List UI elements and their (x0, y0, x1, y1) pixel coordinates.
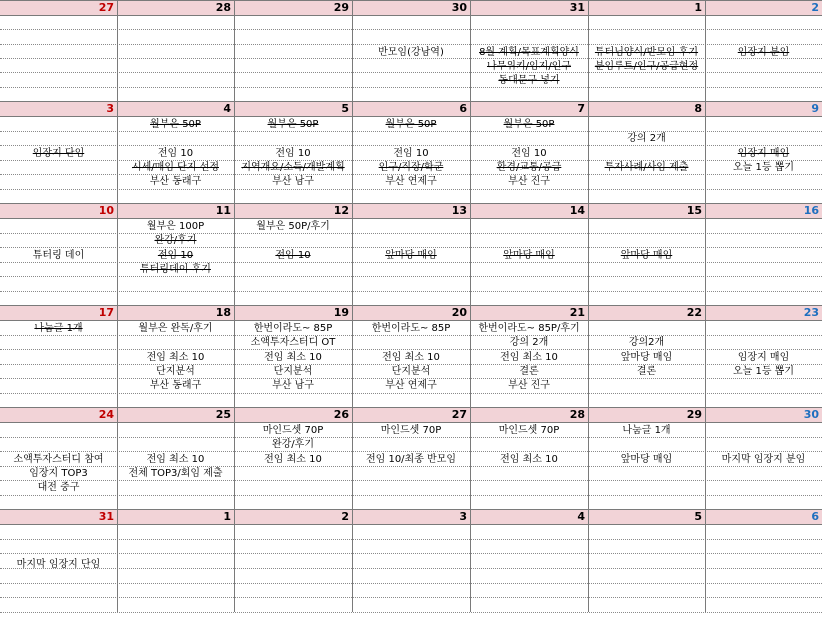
event-cell[interactable] (588, 466, 705, 481)
event-cell[interactable] (0, 364, 117, 379)
event-cell[interactable] (588, 574, 705, 589)
grid-row-line (0, 247, 822, 248)
event-cell[interactable]: 부산 남구 (272, 176, 314, 188)
event-cell[interactable] (705, 174, 822, 189)
grid-row-line (0, 15, 822, 16)
grid-row-line (0, 116, 822, 117)
day-number[interactable]: 6 (811, 510, 819, 523)
day-number[interactable]: 23 (803, 306, 819, 319)
grid-row-line (0, 320, 822, 321)
event-cell[interactable] (705, 189, 822, 204)
event-cell[interactable] (705, 495, 822, 510)
event-cell[interactable] (117, 495, 234, 510)
week-top-border (0, 305, 822, 306)
grid-row-line (0, 422, 822, 423)
event-cell[interactable]: 부산 동래구 (149, 176, 202, 188)
event-cell[interactable]: 한번이라도~ 85P (253, 323, 333, 334)
grid-row-line (0, 291, 822, 292)
event-cell[interactable] (588, 393, 705, 408)
event-cell[interactable]: 한번이라도~ 85P/후기 (478, 323, 580, 334)
event-cell[interactable]: 투자사례/사임 제출 (604, 162, 689, 173)
event-cell[interactable]: 오늘 1등 뽑기 (732, 366, 795, 377)
event-cell[interactable]: 전임 최소 10 (146, 453, 205, 465)
event-cell[interactable] (0, 606, 117, 621)
day-number[interactable]: 3 (459, 510, 467, 523)
grid-row-line (0, 597, 822, 598)
event-cell[interactable] (588, 606, 705, 621)
event-cell[interactable]: 앞마당 매임 (620, 249, 673, 261)
day-number[interactable]: 25 (215, 408, 231, 421)
event-cell[interactable]: 앞마당 매임 (620, 453, 673, 465)
event-cell[interactable]: 전임 10/최종 반모임 (365, 453, 457, 465)
day-number[interactable]: 7 (577, 102, 585, 115)
event-cell[interactable]: 부산 진구 (508, 176, 550, 188)
event-cell[interactable] (234, 466, 352, 481)
event-cell[interactable]: 강의 2개 (627, 133, 666, 145)
event-cell[interactable] (705, 393, 822, 408)
day-number[interactable]: 21 (569, 306, 585, 319)
event-cell[interactable] (470, 276, 588, 291)
day-number[interactable]: 5 (694, 510, 702, 523)
event-cell[interactable]: 전임 최소 10 (264, 351, 322, 363)
event-cell[interactable] (352, 606, 470, 621)
day-number[interactable]: 1 (694, 1, 702, 14)
event-cell[interactable]: 임장지 TOP3 (29, 468, 88, 479)
event-cell[interactable]: 강의2개 (628, 337, 665, 349)
event-cell[interactable]: 월부은 50P (267, 119, 319, 130)
event-cell[interactable]: 부산 연제구 (385, 176, 437, 188)
event-cell[interactable] (588, 291, 705, 306)
week-top-border (0, 203, 822, 204)
event-cell[interactable] (588, 262, 705, 277)
day-number[interactable]: 28 (569, 408, 585, 421)
event-cell[interactable]: 임장지 단임 (32, 147, 85, 159)
event-cell[interactable] (117, 393, 234, 408)
event-cell[interactable] (470, 574, 588, 589)
event-cell[interactable]: 월부은 완독/후기 (138, 323, 213, 334)
event-cell[interactable]: 완강/후기 (154, 235, 197, 247)
day-number[interactable]: 14 (569, 204, 585, 217)
day-number[interactable]: 12 (333, 204, 349, 217)
event-cell[interactable] (470, 262, 588, 277)
grid-row-line (0, 451, 822, 452)
event-cell[interactable] (234, 480, 352, 495)
event-cell[interactable] (352, 276, 470, 291)
week-top-border (0, 407, 822, 408)
event-cell[interactable]: 임장지 분임 (737, 46, 790, 58)
grid-row-line (0, 335, 822, 336)
event-cell[interactable]: 환경/교통/공급 (496, 162, 562, 173)
event-cell[interactable] (0, 378, 117, 393)
event-cell[interactable] (588, 189, 705, 204)
event-cell[interactable] (0, 574, 117, 589)
event-cell[interactable]: 전임 10 (275, 147, 311, 159)
event-cell[interactable] (705, 262, 822, 277)
day-number[interactable]: 3 (106, 102, 114, 115)
event-cell[interactable] (234, 495, 352, 510)
event-cell[interactable] (470, 291, 588, 306)
event-cell[interactable] (234, 574, 352, 589)
event-cell[interactable]: 전임 최소 10 (382, 351, 440, 363)
event-cell[interactable] (470, 466, 588, 481)
event-cell[interactable] (588, 174, 705, 189)
event-cell[interactable]: 튜터님양식/반모임 후기 (594, 46, 699, 58)
grid-row-line (0, 480, 822, 481)
event-cell[interactable]: 나무위키/임지/인구 (486, 61, 572, 72)
day-number[interactable]: 29 (333, 1, 349, 14)
event-cell[interactable] (705, 248, 822, 263)
grid-row-line (0, 276, 822, 277)
event-cell[interactable] (117, 557, 234, 572)
event-cell[interactable]: 단지분석 (156, 366, 195, 377)
event-cell[interactable]: 마지막 임장지 단임 (16, 559, 101, 571)
event-cell[interactable]: 단지분석 (273, 366, 313, 377)
grid-row-line (0, 72, 822, 73)
grid-row-line (0, 174, 822, 175)
event-cell[interactable]: 소액투자스터디 참여 (13, 453, 104, 465)
event-cell[interactable] (470, 557, 588, 572)
day-number[interactable]: 30 (803, 408, 819, 421)
event-cell[interactable]: 소액투자스터디 OT (250, 337, 336, 349)
event-cell[interactable] (705, 557, 822, 572)
event-cell[interactable] (352, 557, 470, 572)
grid-row-line (0, 218, 822, 219)
event-cell[interactable]: 결론 (636, 366, 657, 377)
day-number[interactable]: 16 (803, 204, 819, 217)
grid-row-line (0, 583, 822, 584)
grid-row-line (0, 553, 822, 554)
day-number[interactable]: 2 (811, 1, 819, 14)
event-cell[interactable] (705, 480, 822, 495)
event-cell[interactable] (117, 291, 234, 306)
event-cell[interactable] (0, 174, 117, 189)
event-cell[interactable]: 앞마당 매임 (620, 351, 673, 363)
grid-row-line (0, 131, 822, 132)
day-number[interactable]: 19 (333, 306, 349, 319)
event-cell[interactable]: 튜터링데이 후기 (140, 264, 211, 275)
day-number[interactable]: 24 (98, 408, 114, 421)
grid-column-line (234, 0, 235, 612)
event-cell[interactable] (705, 574, 822, 589)
event-cell[interactable]: 임장지 매임 (737, 351, 790, 363)
grid-row-line (0, 349, 822, 350)
day-number[interactable]: 6 (459, 102, 467, 115)
event-cell[interactable] (352, 393, 470, 408)
event-cell[interactable] (352, 495, 470, 510)
event-cell[interactable]: 전임 10 (157, 249, 194, 261)
event-cell[interactable] (0, 160, 117, 175)
event-cell[interactable] (705, 291, 822, 306)
grid-row-line (0, 437, 822, 438)
event-cell[interactable]: 나눔글 1개 (34, 323, 83, 334)
event-cell[interactable] (470, 393, 588, 408)
event-cell[interactable] (352, 189, 470, 204)
event-cell[interactable]: 전임 10 (157, 147, 194, 159)
event-cell[interactable]: 단지분석 (391, 366, 431, 377)
event-cell[interactable]: 대전 중구 (37, 482, 80, 494)
event-cell[interactable] (588, 276, 705, 291)
grid-column-line (705, 0, 706, 612)
event-cell[interactable] (470, 606, 588, 621)
event-cell[interactable] (0, 495, 117, 510)
event-cell[interactable] (470, 495, 588, 510)
event-cell[interactable] (117, 574, 234, 589)
event-cell[interactable] (588, 378, 705, 393)
grid-column-line (588, 0, 589, 612)
week-top-border (0, 101, 822, 102)
event-cell[interactable] (0, 291, 117, 306)
day-number[interactable]: 27 (451, 408, 467, 421)
event-cell[interactable]: 튜터링 데이 (32, 249, 85, 261)
grid-row-line (0, 262, 822, 263)
event-cell[interactable]: 분임루트/인구/공급현정 (594, 61, 699, 72)
grid-row-line (0, 539, 822, 540)
event-cell[interactable]: 인구/직장/학군 (378, 162, 444, 173)
event-cell[interactable]: 월부은 50P (150, 119, 201, 130)
day-number[interactable]: 27 (98, 1, 114, 14)
event-cell[interactable] (234, 291, 352, 306)
day-number[interactable]: 11 (215, 204, 231, 217)
grid-row-line (0, 495, 822, 496)
day-number[interactable]: 31 (569, 1, 585, 14)
day-number[interactable]: 18 (215, 306, 231, 319)
day-number[interactable]: 1 (223, 510, 231, 523)
event-cell[interactable]: 월부은 50P (503, 119, 555, 130)
event-cell[interactable]: 전임 10 (511, 147, 547, 159)
event-cell[interactable] (0, 189, 117, 204)
event-cell[interactable]: 앞마당 매임 (503, 249, 555, 261)
grid-row-line (0, 87, 822, 88)
event-cell[interactable]: 월부은 50P/후기 (256, 221, 330, 232)
event-cell[interactable]: 전임 10 (393, 147, 429, 159)
grid-row-line (0, 524, 822, 525)
event-cell[interactable]: 마인드셋 70P (498, 425, 560, 436)
event-cell[interactable] (588, 480, 705, 495)
event-cell[interactable] (234, 606, 352, 621)
day-number[interactable]: 28 (215, 1, 231, 14)
event-cell[interactable]: 부산 연제구 (385, 380, 437, 392)
event-cell[interactable]: 전임 최소 10 (500, 453, 558, 465)
grid-row-line (0, 58, 822, 59)
event-cell[interactable]: 부산 진구 (508, 380, 550, 392)
event-cell[interactable]: 전임 10 (275, 249, 311, 261)
event-cell[interactable]: 반모임(강남역) (378, 46, 444, 58)
event-cell[interactable] (234, 276, 352, 291)
event-cell[interactable]: 나눔글 1개 (622, 425, 671, 436)
grid-row-line (0, 466, 822, 467)
event-cell[interactable]: 결론 (519, 366, 539, 377)
grid-row-line (0, 612, 822, 613)
day-number[interactable]: 5 (341, 102, 349, 115)
grid-row-line (0, 393, 822, 394)
event-cell[interactable]: 8월 계획/목표계획양식 (479, 46, 579, 58)
day-number[interactable]: 4 (577, 510, 585, 523)
day-number[interactable]: 26 (333, 408, 349, 421)
event-cell[interactable] (352, 574, 470, 589)
event-cell[interactable] (117, 480, 234, 495)
event-cell[interactable]: 한번이라도~ 85P (371, 323, 451, 334)
grid-row-line (0, 233, 822, 234)
event-cell[interactable]: 시세/매임 단지 선정 (131, 162, 219, 173)
event-cell[interactable]: 지역개요/소득/개발계획 (241, 162, 345, 173)
grid-column-line (352, 0, 353, 612)
day-number[interactable]: 20 (451, 306, 467, 319)
day-number[interactable]: 29 (686, 408, 702, 421)
grid-row-line (0, 568, 822, 569)
event-cell[interactable]: 부산 남구 (272, 380, 314, 392)
grid-row-line (0, 364, 822, 365)
event-cell[interactable]: 마지막 임장지 분임 (721, 453, 806, 465)
event-cell[interactable]: 전체 TOP3/회임 제출 (128, 468, 223, 479)
event-cell[interactable]: 앞마당 매임 (385, 249, 437, 261)
event-cell[interactable] (470, 189, 588, 204)
event-cell[interactable] (117, 606, 234, 621)
event-cell[interactable]: 전임 최소 10 (146, 351, 205, 363)
grid-column-line (470, 0, 471, 612)
day-number[interactable]: 31 (98, 510, 114, 523)
event-cell[interactable]: 마인드셋 70P (380, 425, 442, 436)
event-cell[interactable]: 임장지 매임 (737, 147, 790, 159)
event-cell[interactable] (588, 495, 705, 510)
day-number[interactable]: 13 (451, 204, 467, 217)
event-cell[interactable] (470, 480, 588, 495)
day-number[interactable]: 17 (98, 306, 114, 319)
event-cell[interactable] (0, 276, 117, 291)
event-cell[interactable] (234, 557, 352, 572)
grid-row-line (0, 189, 822, 190)
event-cell[interactable] (0, 350, 117, 365)
day-number[interactable]: 15 (686, 204, 702, 217)
grid-row-line (0, 378, 822, 379)
event-cell[interactable]: 동대문구 넣기 (498, 75, 560, 87)
day-number[interactable]: 8 (694, 102, 702, 115)
week-top-border (0, 509, 822, 510)
grid-row-line (0, 44, 822, 45)
event-cell[interactable]: 오늘 1등 뽑기 (732, 162, 795, 173)
event-cell[interactable] (352, 466, 470, 481)
event-cell[interactable] (705, 466, 822, 481)
event-cell[interactable] (705, 276, 822, 291)
grid-row-line (0, 160, 822, 161)
day-number[interactable]: 10 (98, 204, 114, 217)
day-number[interactable]: 9 (811, 102, 819, 115)
event-cell[interactable] (234, 262, 352, 277)
event-cell[interactable] (0, 393, 117, 408)
event-cell[interactable]: 전임 최소 10 (264, 453, 322, 465)
event-cell[interactable] (0, 262, 117, 277)
event-cell[interactable]: 완강/후기 (271, 439, 314, 451)
day-number[interactable]: 4 (223, 102, 231, 115)
grid-row-line (0, 145, 822, 146)
event-cell[interactable] (588, 557, 705, 572)
event-cell[interactable]: 마인드셋 70P (262, 425, 324, 436)
event-cell[interactable] (234, 189, 352, 204)
event-cell[interactable] (117, 276, 234, 291)
event-cell[interactable]: 부산 동래구 (149, 380, 202, 392)
event-cell[interactable]: 강의 2개 (509, 337, 549, 349)
event-cell[interactable] (352, 480, 470, 495)
event-cell[interactable] (352, 291, 470, 306)
grid-column-line (117, 0, 118, 612)
day-number[interactable]: 30 (451, 1, 467, 14)
grid-row-line (0, 29, 822, 30)
event-cell[interactable] (588, 146, 705, 161)
event-cell[interactable] (705, 378, 822, 393)
event-cell[interactable] (117, 189, 234, 204)
event-cell[interactable] (352, 262, 470, 277)
day-number[interactable]: 2 (341, 510, 349, 523)
event-cell[interactable]: 월부은 50P (385, 119, 437, 130)
event-cell[interactable] (234, 393, 352, 408)
event-cell[interactable] (705, 606, 822, 621)
event-cell[interactable]: 전임 최소 10 (500, 351, 558, 363)
week-top-border (0, 0, 822, 1)
day-number[interactable]: 22 (686, 306, 702, 319)
event-cell[interactable]: 월부은 100P (146, 221, 205, 232)
